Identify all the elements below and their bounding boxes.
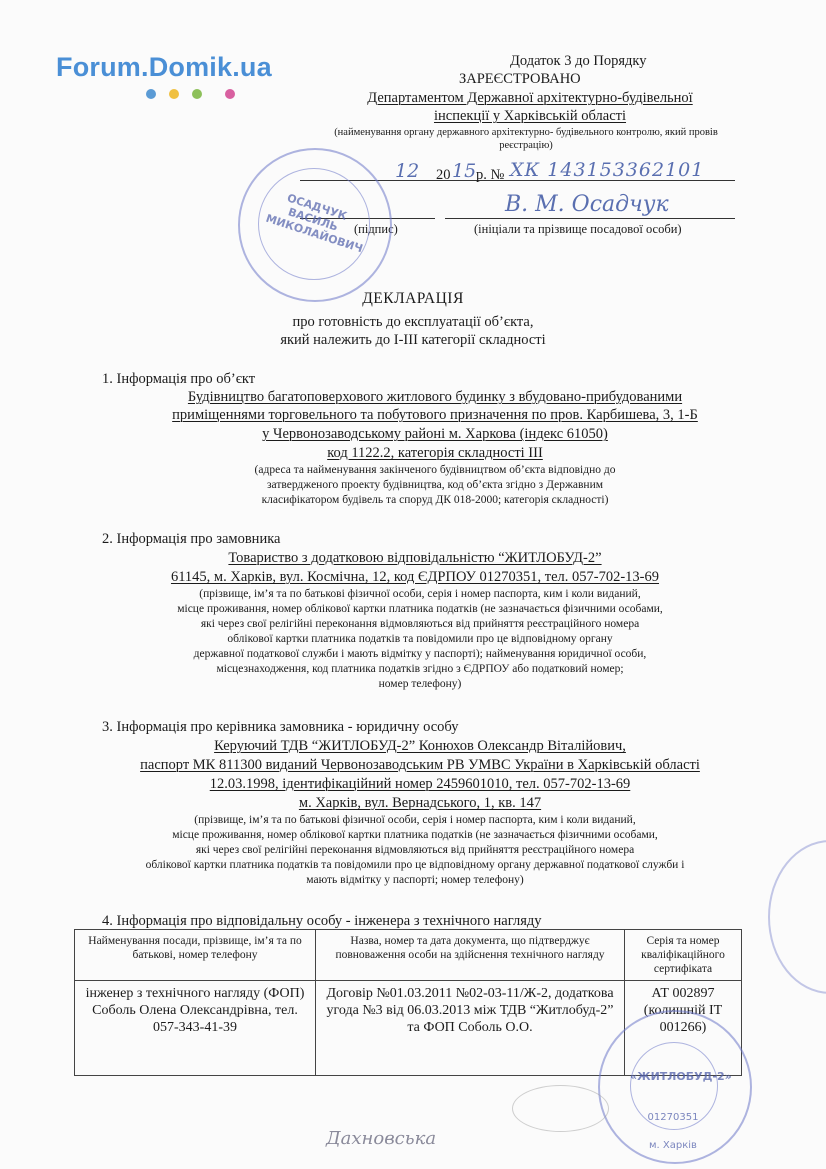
object-line-3: у Червонозаводському районі м. Харкова (індекс 61050) bbox=[262, 426, 608, 442]
object-line-1: Будівництво багатоповерхового житлового будинку з вбудовано-прибудованими bbox=[187, 389, 683, 405]
table-cell: АТ 002897 (колишній ІТ 001266) bbox=[625, 981, 742, 1076]
customer-name: Товариство з додатковою відповідальністю “ЖИТЛОБУД-2” bbox=[228, 550, 602, 566]
table-header-row bbox=[75, 930, 742, 981]
company-seal-name: «ЖИТЛОБУД-2» bbox=[630, 1070, 732, 1083]
registered-label: ЗАРЕЄСТРОВАНО bbox=[459, 71, 581, 87]
faint-scribble bbox=[512, 1085, 609, 1132]
company-seal-code: 01270351 bbox=[647, 1112, 699, 1123]
director-caption-3: які через свої релігійні переконання відмовляються від прийняття реєстраційного номера bbox=[195, 844, 635, 856]
section-2-heading: 2. Інформація про замовника bbox=[102, 531, 281, 547]
director-caption-4: облікової картки платника податків та повідомили про це відповідному органу державної податкової служби і bbox=[145, 859, 685, 871]
customer-caption-7: номер телефону) bbox=[378, 678, 462, 690]
handwritten-surname: Дахновська bbox=[326, 1128, 437, 1149]
director-caption-2: місце проживання, номер облікової картки платника податків (не зазначається фізичними особами, bbox=[172, 829, 658, 841]
object-caption-3: класифікатором будівель та споруд ДК 018-2000; категорія складності) bbox=[261, 494, 609, 506]
logo-dot-yellow bbox=[169, 89, 179, 99]
department-caption: (найменування органу державного архітектурно- будівельного контролю, який провів реєстрацію) bbox=[334, 127, 718, 151]
customer-caption-6: місцезнаходження, код платника податків згідно з ЄДРПОУ або податковий номер; bbox=[216, 663, 624, 675]
customer-caption-1: (прізвище, ім’я та по батькові фізичної особи, серія і номер паспорта, ким і коли виданий, bbox=[199, 588, 641, 600]
table-header-cell: Назва, номер та дата документа, що підтверджує повноваження особи на здійснення технічного нагляду bbox=[316, 930, 625, 981]
director-passport: паспорт МК 811300 виданий Червонозаводським РВ УМВС України в Харківській області bbox=[140, 757, 700, 773]
table-cell: Договір №01.03.2011 №02-03-11/Ж-2, додаткова угода №3 від 06.03.2013 між ТДВ “Житлобуд-2” та ФОП Соболь О.О. bbox=[316, 981, 625, 1076]
date-year-suffix: 15 bbox=[452, 160, 477, 182]
customer-caption-3: які через свої релігійні переконання відмовляються від прийняття реєстраційного номера bbox=[200, 618, 640, 630]
section-3-heading: 3. Інформація про керівника замовника - юридичну особу bbox=[102, 719, 459, 735]
forum-logo: Forum.Domik.ua bbox=[56, 52, 272, 82]
customer-caption-2: місце проживання, номер облікової картки платника податків (не зазначається фізичними особами, bbox=[177, 603, 663, 615]
logo-dot-green bbox=[192, 89, 202, 99]
customer-address: 61145, м. Харків, вул. Космічна, 12, код ЄДРПОУ 01270351, тел. 057-702-13-69 bbox=[170, 569, 660, 585]
customer-caption-5: державної податкової служби і мають відмітку у паспорті); найменування юридичної особи, bbox=[193, 648, 647, 660]
declaration-subtitle-2: який належить до І-ІІІ категорії складності bbox=[280, 332, 546, 348]
date-day: 12 bbox=[395, 160, 420, 182]
table-cell: інженер з технічного нагляду (ФОП) Соболь Олена Олександрівна, тел. 057-343-41-39 bbox=[75, 981, 316, 1076]
registration-number: ХК 143153362101 bbox=[510, 159, 705, 181]
declaration-title: ДЕКЛАРАЦІЯ bbox=[362, 290, 464, 307]
customer-caption-4: облікової картки платника податків та повідомили про це відповідному органу bbox=[227, 633, 613, 645]
table-header-cell: Найменування посади, прізвище, ім’я та по батькові, номер телефону bbox=[75, 930, 316, 981]
director-address: м. Харків, вул. Вернадського, 1, кв. 147 bbox=[298, 795, 542, 811]
object-line-2: приміщеннями торговельного та побутового призначення по пров. Карбишева, 3, 1-Б bbox=[172, 407, 698, 423]
official-caption: (ініціали та прізвище посадової особи) bbox=[474, 222, 682, 236]
director-name: Керуючий ТДВ “ЖИТЛОБУД-2” Конюхов Олександр Віталійович, bbox=[214, 738, 626, 754]
official-signature-name: В. М. Осадчук bbox=[505, 192, 669, 217]
department-name-1: Департаментом Державної архітектурно-будівельної bbox=[367, 90, 693, 106]
logo-dot-blue bbox=[146, 89, 156, 99]
number-sign: р. № bbox=[476, 167, 505, 183]
official-seal-text: ОСАДЧУК ВАСИЛЬ МИКОЛАЙОВИЧ bbox=[264, 191, 365, 256]
official-line bbox=[445, 218, 735, 219]
declaration-subtitle-1: про готовність до експлуатації об’єкта, bbox=[292, 314, 534, 330]
department-name-2: інспекції у Харківській області bbox=[433, 108, 627, 124]
object-caption-1: (адреса та найменування закінченого будівництвом об’єкта відповідно до bbox=[254, 464, 616, 476]
section-4-heading: 4. Інформація про відповідальну особу - інженера з технічного нагляду bbox=[102, 913, 542, 929]
logo-dot-pink bbox=[225, 89, 235, 99]
director-id: 12.03.1998, ідентифікаційний номер 2459601010, тел. 057-702-13-69 bbox=[209, 776, 631, 792]
section-1-heading: 1. Інформація про об’єкт bbox=[102, 371, 256, 387]
signature-caption: (підпис) bbox=[354, 222, 398, 236]
object-line-4: код 1122.2, категорія складності ІІІ bbox=[327, 445, 543, 461]
company-seal-city: м. Харків bbox=[649, 1140, 697, 1151]
appendix-note: Додаток 3 до Порядку bbox=[510, 53, 647, 69]
table-header-cell: Серія та номер кваліфікаційного сертифіката bbox=[625, 930, 742, 981]
object-caption-2: затвердженого проекту будівництва, код об’єкта згідно з Державним bbox=[266, 479, 604, 491]
date-year-prefix: 20 bbox=[436, 167, 451, 183]
edge-seal bbox=[768, 840, 826, 994]
director-caption-1: (прізвище, ім’я та по батькові фізичної особи, серія і номер паспорта, ким і коли виданий, bbox=[194, 814, 636, 826]
director-caption-5: мають відмітку у паспорті; номер телефону) bbox=[306, 874, 524, 886]
